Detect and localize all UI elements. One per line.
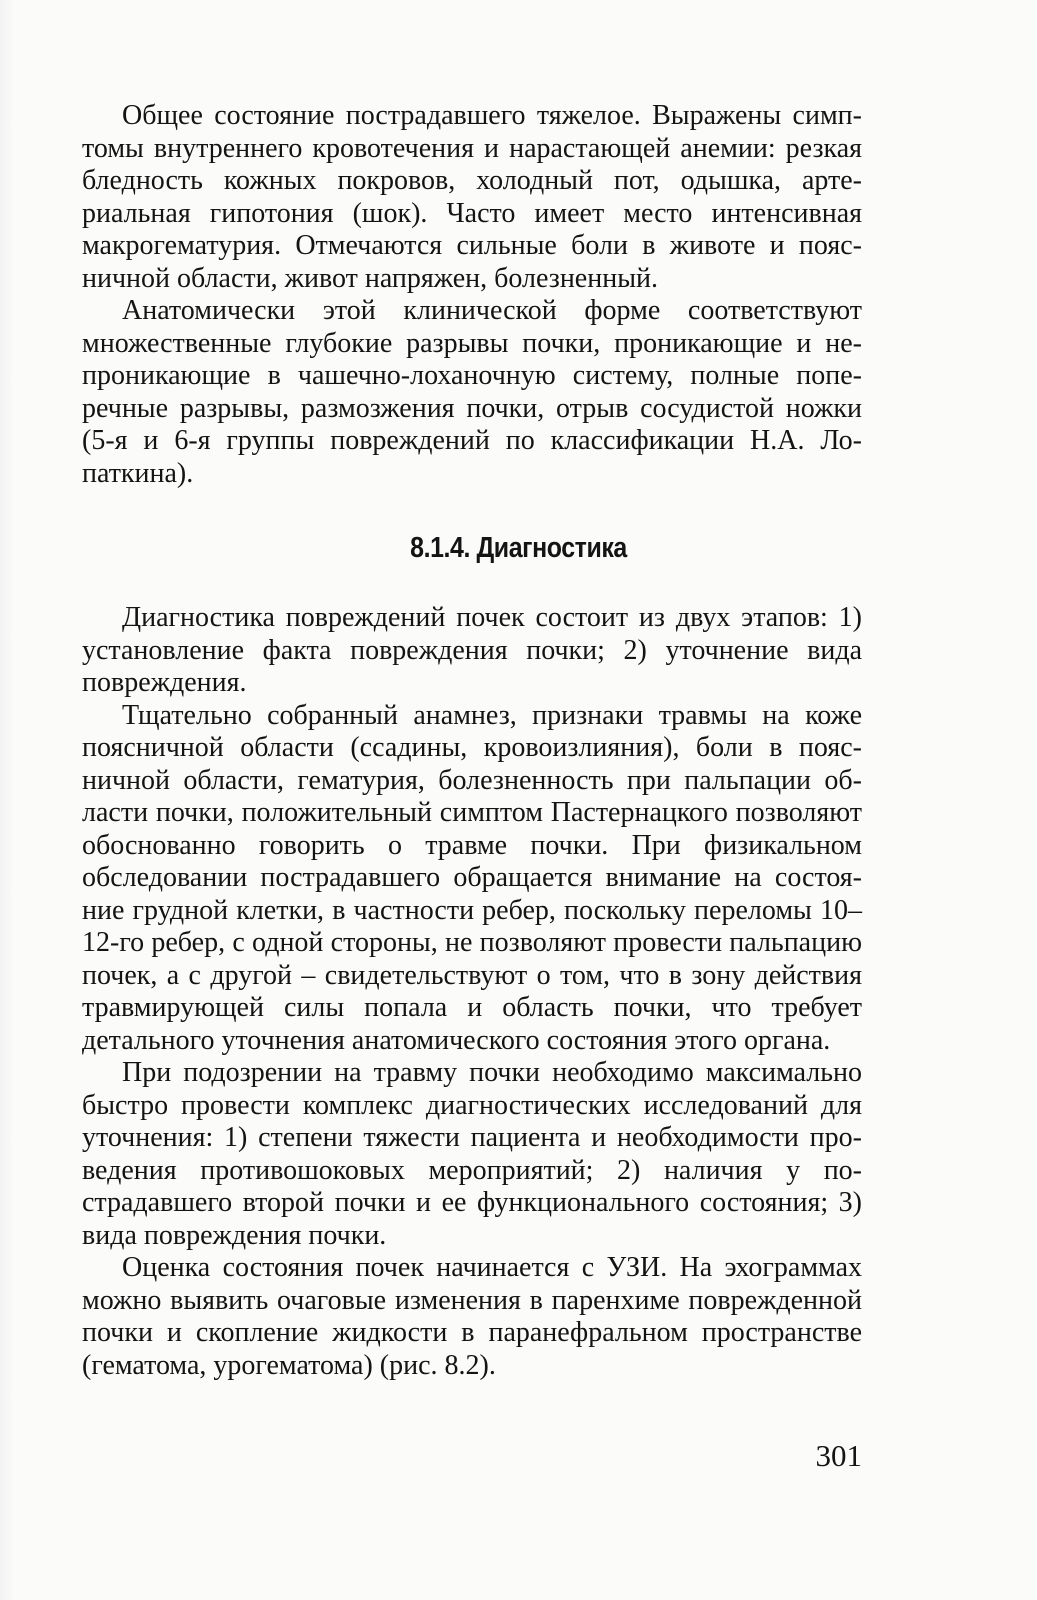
text-block-after-heading [82, 602, 862, 1382]
scan-edge-shadow [0, 0, 14, 1600]
paragraph-suspicion: При подозрении на травму почки необходимо максимально быстро провести комплекс диагностических исследований для уточнения: 1) степени тяжести пациента и необходимости проведения противошоковых мероприятий; 2) наличия у пострадавшего второй почки и ее функционального состояния; 3) вида повреждения почки. [82, 1057, 862, 1251]
section-heading: 8.1.4. Диагностика [410, 532, 627, 564]
paragraph-diagnostic-stages: Диагностика повреждений почек состоит из двух этапов: 1) установление факта повреждения почки; 2) уточнение вида повреждения. [82, 602, 862, 698]
paragraph-severe-condition: Общее состояние пострадавшего тяжелое. Выражены симптомы внутреннего кровотечения и нарастающей анемии: резкая бледность кожных покровов, холодный пот, одышка, артериальная гипотония (шок). Часто имеет место интенсивная макрогематурия. Отмечаются сильные боли в животе и поясничной области, живот напряжен, болезненный. [82, 100, 862, 294]
text-block-before-heading [82, 100, 862, 490]
page-number: 301 [815, 1438, 862, 1473]
paragraph-ultrasound: Оценка состояния почек начинается с УЗИ. На эхограммах можно выявить очаговые изменения в паренхиме поврежденной почки и скопление жидкости в паранефральном пространстве (гематома, урогематома) (рис. 8.2). [82, 1252, 862, 1381]
paragraph-anatomy: Анатомически этой клинической форме соответствуют множественные глубокие разрывы почки, проникающие и непроникающие в чашечно-лоханочную систему, полные поперечные разрывы, размозжения почки, отрыв сосудистой ножки (5-я и 6-я группы повреждений по классификации Н.А. Лопаткина). [82, 295, 862, 489]
paragraph-anamnesis: Тщательно собранный анамнез, признаки травмы на коже поясничной области (ссадины, кровоизлияния), боли в поясничной области, гематурия, болезненность при пальпации области почки, положительный симптом Пастернацкого позволяют обоснованно говорить о травме почки. При физикальном обследовании пострадавшего обращается внимание на состояние грудной клетки, в частности ребер, поскольку переломы 10–12-го ребер, с одной стороны, не позволяют провести пальпацию почек, а с другой – свидетельствуют о том, что в зону действия травмирующей силы попала и область почки, что требует детального уточнения анатомического состояния этого органа. [82, 699, 862, 1056]
